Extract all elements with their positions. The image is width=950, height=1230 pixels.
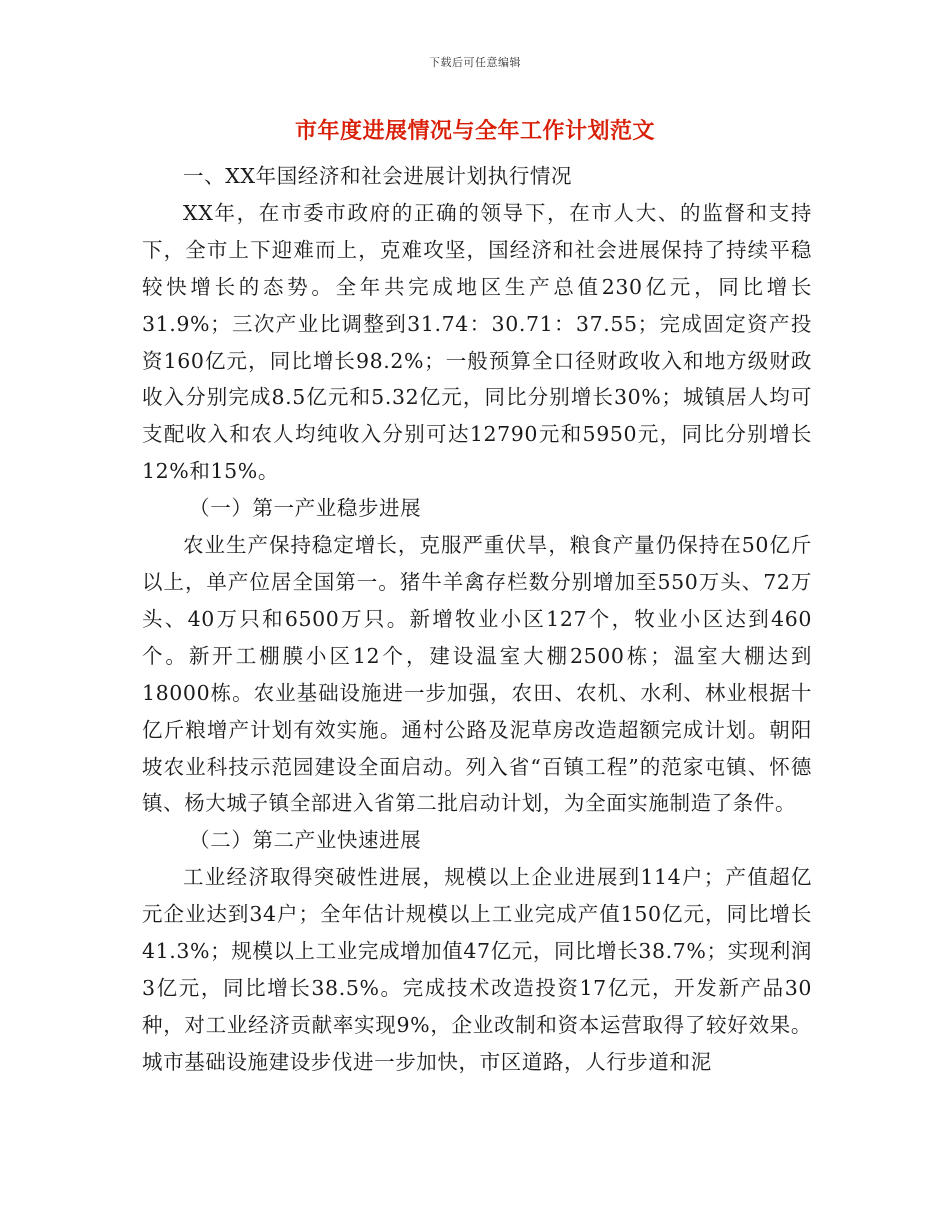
section-heading: 一、XX年国经济和社会进展计划执行情况 [183, 164, 573, 188]
document-title: 市年度进展情况与全年工作计划范文 [294, 118, 655, 144]
paragraph-overview: XX年，在市委市政府的正确的领导下，在市人大、的监督和支持下，全市上下迎难而上，克难攻坚，国经济和社会进展保持了持续平稳较快增长的态势。全年共完成地区生产总值230亿元，同比增长31.9%；三次产业比调整到31.74：30.71：37.55；完成固定资产投资160亿元，同比增长98.2%；一般预算全口径财政收入和地方级财政收入分别完成8.5亿元和5.32亿元，同比分别增长30%；城镇居人均可支配收入和农人均纯收入分别可达12790元和5950元，同比分别增长12%和15%。 [142, 200, 812, 484]
document-body [142, 158, 812, 1081]
download-note: 下载后可任意编辑 [429, 56, 521, 69]
paragraph-agriculture: 农业生产保持稳定增长，克服严重伏旱，粮食产量仍保持在50亿斤以上，单产位居全国第一。猪牛羊禽存栏数分别增加至550万头、72万头、40万只和6500万只。新增牧业小区127个，牧业小区达到460个。新开工棚膜小区12个，建设温室大棚2500栋；温室大棚达到18000栋。农业基础设施进一步加强，农田、农机、水利、林业根据十亿斤粮增产计划有效实施。通村公路及泥草房改造超额完成计划。朝阳坡农业科技示范园建设全面启动。列入省“百镇工程”的范家屯镇、怀德镇、杨大城子镇全部进入省第二批启动计划，为全面实施制造了条件。 [142, 533, 812, 816]
subsection-heading-secondary-industry: （二）第二产业快速进展 [189, 828, 422, 853]
paragraph-industry: 工业经济取得突破性进展，规模以上企业进展到114户；产值超亿元企业达到34户；全年估计规模以上工业完成产值150亿元，同比增长41.3%；规模以上工业完成增加值47亿元，同比增长38.7%；实现利润3亿元，同比增长38.5%。完成技术改造投资17亿元，开发新产品30种，对工业经济贡献率实现9%，企业改制和资本运营取得了较好效果。城市基础设施建设步伐进一步加快，市区道路，人行步道和泥 [142, 865, 812, 1074]
subsection-heading-primary-industry: （一）第一产业稳步进展 [189, 496, 422, 521]
